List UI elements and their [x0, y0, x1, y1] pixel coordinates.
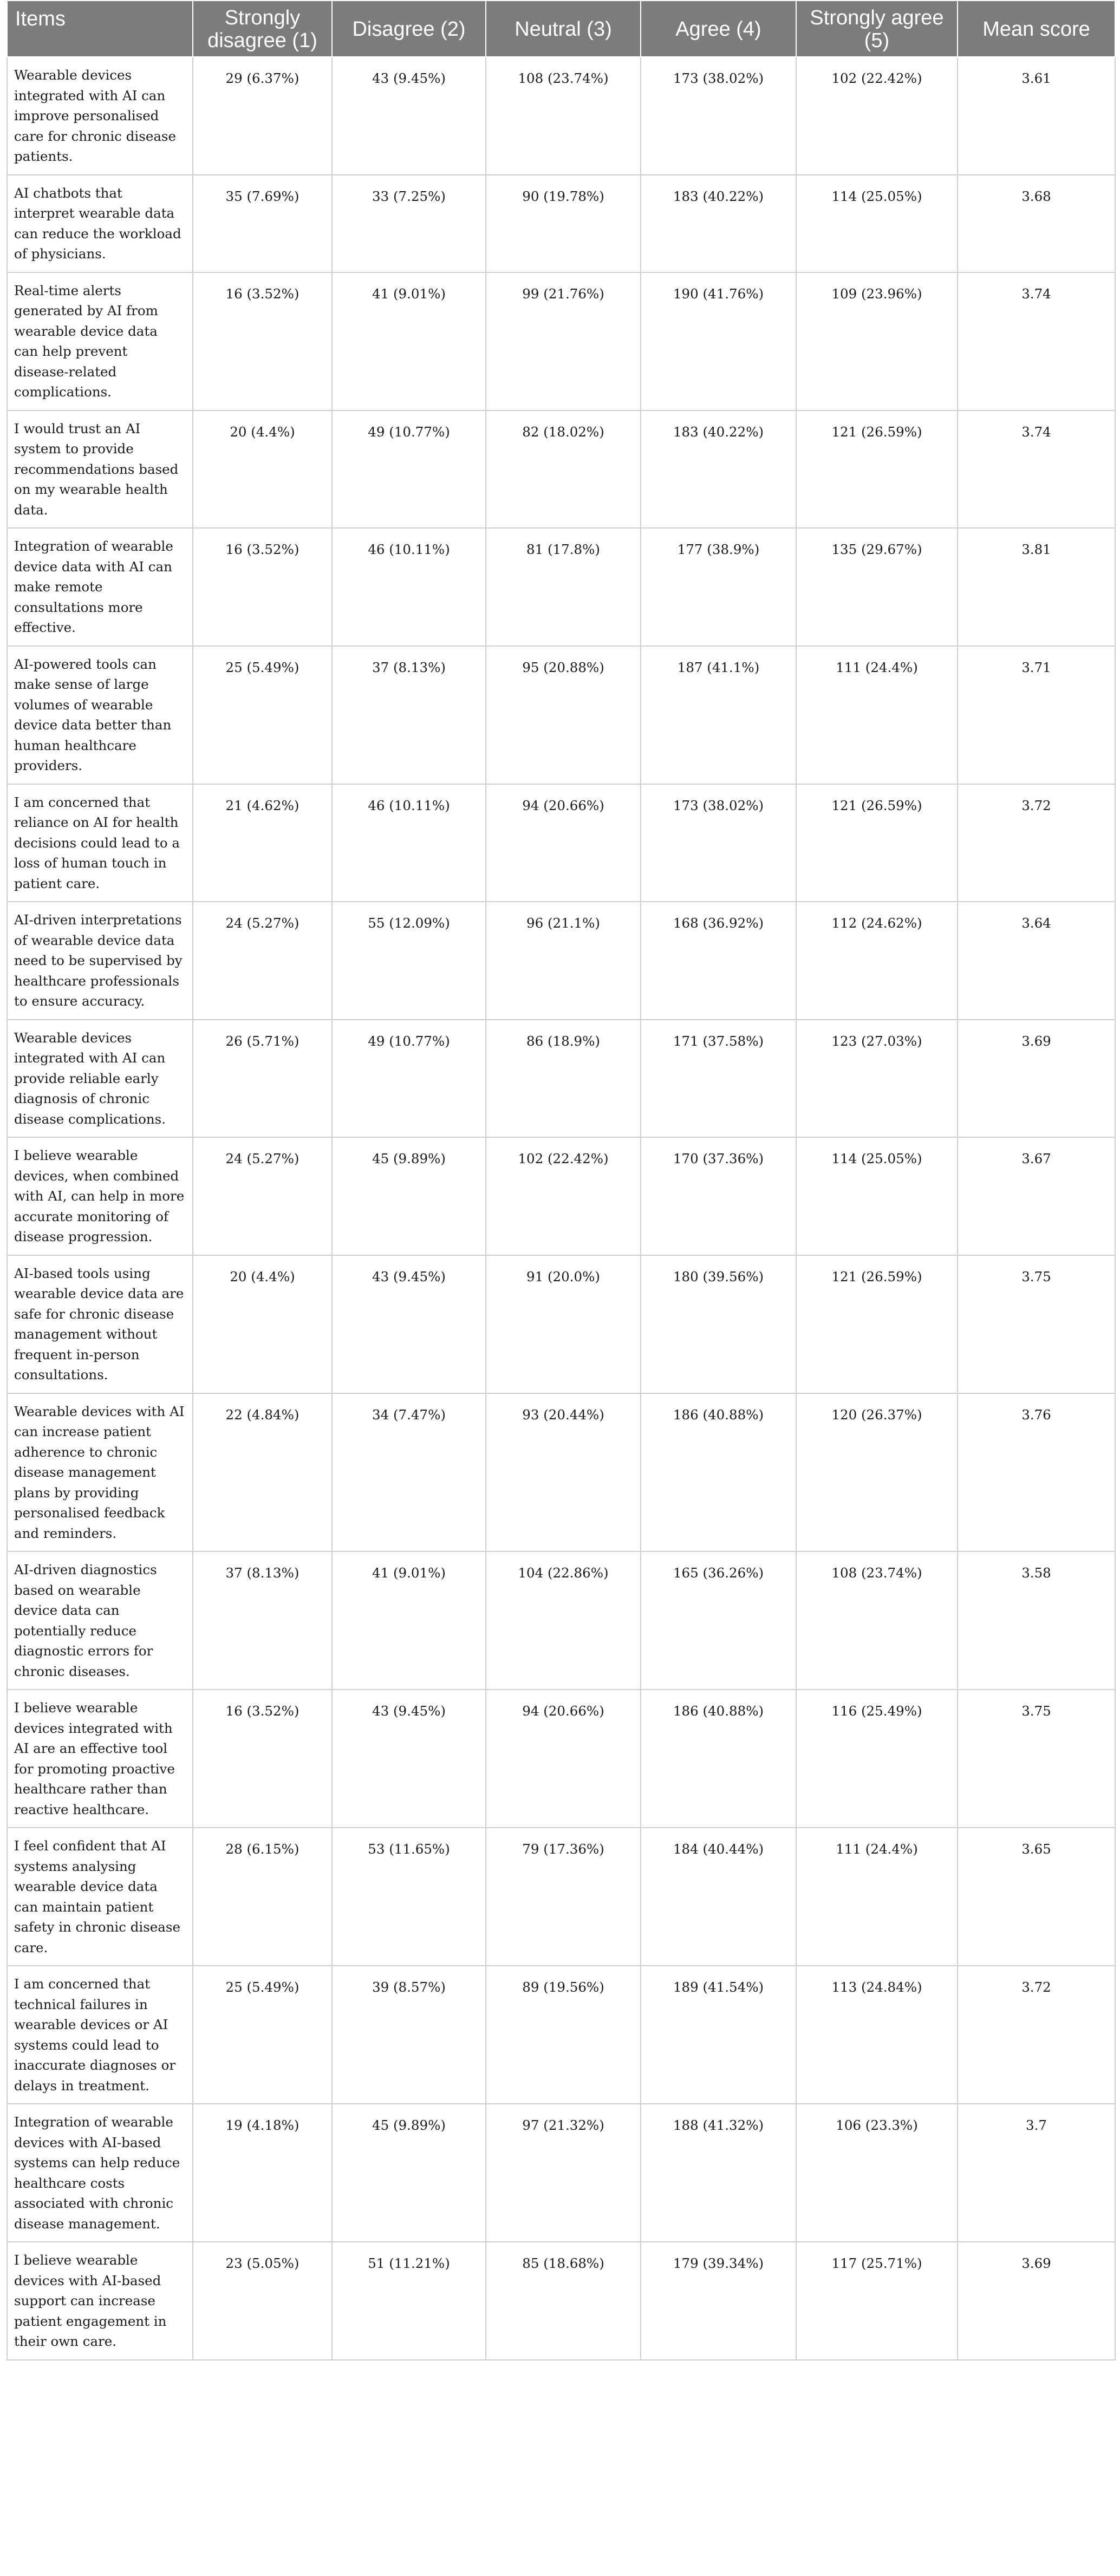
- mean-score-cell: 3.72: [958, 1966, 1115, 2104]
- mean-score-cell: 3.64: [958, 902, 1115, 1020]
- strongly-agree-cell: 106 (23.3%): [796, 2104, 958, 2242]
- item-cell: AI-driven interpretations of wearable device data need to be supervised by healthcare professionals to ensure accuracy.: [7, 902, 193, 1020]
- agree-cell: 168 (36.92%): [641, 902, 796, 1020]
- survey-table: [6, 0, 1116, 2360]
- disagree-cell: 43 (9.45%): [332, 57, 486, 175]
- disagree-cell: 51 (11.21%): [332, 2242, 486, 2360]
- agree-cell: 180 (39.56%): [641, 1255, 796, 1393]
- table-row: [7, 784, 1115, 902]
- strongly-agree-cell: 114 (25.05%): [796, 175, 958, 272]
- item-cell: I feel confident that AI systems analysing wearable device data can maintain patient safety in chronic disease care.: [7, 1828, 193, 1966]
- disagree-cell: 41 (9.01%): [332, 1551, 486, 1690]
- header-strongly-disagree: Strongly disagree (1): [193, 1, 332, 57]
- strongly-agree-cell: 121 (26.59%): [796, 1255, 958, 1393]
- strongly-agree-cell: 112 (24.62%): [796, 902, 958, 1020]
- table-row: [7, 528, 1115, 646]
- agree-cell: 165 (36.26%): [641, 1551, 796, 1690]
- agree-cell: 186 (40.88%): [641, 1690, 796, 1828]
- table-row: [7, 410, 1115, 529]
- header-neutral: Neutral (3): [486, 1, 641, 57]
- disagree-cell: 49 (10.77%): [332, 410, 486, 529]
- mean-score-cell: 3.75: [958, 1690, 1115, 1828]
- table-row: [7, 646, 1115, 784]
- mean-score-cell: 3.81: [958, 528, 1115, 646]
- agree-cell: 171 (37.58%): [641, 1020, 796, 1138]
- strongly-disagree-cell: 37 (8.13%): [193, 1551, 332, 1690]
- disagree-cell: 43 (9.45%): [332, 1255, 486, 1393]
- disagree-cell: 46 (10.11%): [332, 528, 486, 646]
- agree-cell: 189 (41.54%): [641, 1966, 796, 2104]
- strongly-disagree-cell: 21 (4.62%): [193, 784, 332, 902]
- disagree-cell: 53 (11.65%): [332, 1828, 486, 1966]
- strongly-agree-cell: 120 (26.37%): [796, 1393, 958, 1552]
- table-row: [7, 2104, 1115, 2242]
- item-cell: I would trust an AI system to provide recommendations based on my wearable health data.: [7, 410, 193, 529]
- disagree-cell: 39 (8.57%): [332, 1966, 486, 2104]
- item-cell: Wearable devices integrated with AI can provide reliable early diagnosis of chronic disease complications.: [7, 1020, 193, 1138]
- strongly-disagree-cell: 22 (4.84%): [193, 1393, 332, 1552]
- agree-cell: 187 (41.1%): [641, 646, 796, 784]
- mean-score-cell: 3.69: [958, 1020, 1115, 1138]
- neutral-cell: 79 (17.36%): [486, 1828, 641, 1966]
- strongly-disagree-cell: 20 (4.4%): [193, 1255, 332, 1393]
- strongly-disagree-cell: 16 (3.52%): [193, 528, 332, 646]
- disagree-cell: 37 (8.13%): [332, 646, 486, 784]
- strongly-agree-cell: 116 (25.49%): [796, 1690, 958, 1828]
- neutral-cell: 89 (19.56%): [486, 1966, 641, 2104]
- item-cell: Integration of wearable device data with AI can make remote consultations more effective.: [7, 528, 193, 646]
- table-row: [7, 2242, 1115, 2360]
- item-cell: Real-time alerts generated by AI from wearable device data can help prevent disease-related complications.: [7, 272, 193, 410]
- disagree-cell: 55 (12.09%): [332, 902, 486, 1020]
- header-strongly-agree: Strongly agree (5): [796, 1, 958, 57]
- strongly-disagree-cell: 16 (3.52%): [193, 1690, 332, 1828]
- strongly-disagree-cell: 29 (6.37%): [193, 57, 332, 175]
- table-row: [7, 1551, 1115, 1690]
- agree-cell: 183 (40.22%): [641, 175, 796, 272]
- neutral-cell: 81 (17.8%): [486, 528, 641, 646]
- neutral-cell: 85 (18.68%): [486, 2242, 641, 2360]
- table-row: [7, 902, 1115, 1020]
- disagree-cell: 43 (9.45%): [332, 1690, 486, 1828]
- agree-cell: 173 (38.02%): [641, 57, 796, 175]
- agree-cell: 186 (40.88%): [641, 1393, 796, 1552]
- strongly-disagree-cell: 35 (7.69%): [193, 175, 332, 272]
- agree-cell: 177 (38.9%): [641, 528, 796, 646]
- mean-score-cell: 3.69: [958, 2242, 1115, 2360]
- strongly-agree-cell: 111 (24.4%): [796, 1828, 958, 1966]
- strongly-agree-cell: 117 (25.71%): [796, 2242, 958, 2360]
- table-row: [7, 1137, 1115, 1255]
- disagree-cell: 45 (9.89%): [332, 2104, 486, 2242]
- neutral-cell: 108 (23.74%): [486, 57, 641, 175]
- strongly-disagree-cell: 24 (5.27%): [193, 902, 332, 1020]
- table-row: [7, 1020, 1115, 1138]
- strongly-agree-cell: 121 (26.59%): [796, 784, 958, 902]
- strongly-agree-cell: 111 (24.4%): [796, 646, 958, 784]
- mean-score-cell: 3.7: [958, 2104, 1115, 2242]
- mean-score-cell: 3.74: [958, 410, 1115, 529]
- disagree-cell: 46 (10.11%): [332, 784, 486, 902]
- agree-cell: 173 (38.02%): [641, 784, 796, 902]
- table-row: [7, 1828, 1115, 1966]
- strongly-disagree-cell: 28 (6.15%): [193, 1828, 332, 1966]
- strongly-agree-cell: 121 (26.59%): [796, 410, 958, 529]
- table-row: [7, 272, 1115, 410]
- strongly-agree-cell: 108 (23.74%): [796, 1551, 958, 1690]
- mean-score-cell: 3.75: [958, 1255, 1115, 1393]
- strongly-agree-cell: 109 (23.96%): [796, 272, 958, 410]
- agree-cell: 190 (41.76%): [641, 272, 796, 410]
- table-row: [7, 1393, 1115, 1552]
- strongly-disagree-cell: 16 (3.52%): [193, 272, 332, 410]
- mean-score-cell: 3.67: [958, 1137, 1115, 1255]
- mean-score-cell: 3.58: [958, 1551, 1115, 1690]
- strongly-agree-cell: 114 (25.05%): [796, 1137, 958, 1255]
- agree-cell: 188 (41.32%): [641, 2104, 796, 2242]
- neutral-cell: 104 (22.86%): [486, 1551, 641, 1690]
- strongly-disagree-cell: 20 (4.4%): [193, 410, 332, 529]
- strongly-agree-cell: 123 (27.03%): [796, 1020, 958, 1138]
- neutral-cell: 99 (21.76%): [486, 272, 641, 410]
- item-cell: I am concerned that technical failures in wearable devices or AI systems could lead to inaccurate diagnoses or delays in treatment.: [7, 1966, 193, 2104]
- mean-score-cell: 3.65: [958, 1828, 1115, 1966]
- mean-score-cell: 3.76: [958, 1393, 1115, 1552]
- strongly-agree-cell: 102 (22.42%): [796, 57, 958, 175]
- table-row: [7, 175, 1115, 272]
- table-row: [7, 1255, 1115, 1393]
- header-items: Items: [7, 1, 193, 57]
- strongly-disagree-cell: 25 (5.49%): [193, 1966, 332, 2104]
- strongly-disagree-cell: 19 (4.18%): [193, 2104, 332, 2242]
- mean-score-cell: 3.72: [958, 784, 1115, 902]
- item-cell: I believe wearable devices integrated with AI are an effective tool for promoting proactive healthcare rather than reactive healthcare.: [7, 1690, 193, 1828]
- table-row: [7, 1690, 1115, 1828]
- neutral-cell: 95 (20.88%): [486, 646, 641, 784]
- disagree-cell: 33 (7.25%): [332, 175, 486, 272]
- neutral-cell: 96 (21.1%): [486, 902, 641, 1020]
- strongly-disagree-cell: 24 (5.27%): [193, 1137, 332, 1255]
- table-row: [7, 57, 1115, 175]
- mean-score-cell: 3.74: [958, 272, 1115, 410]
- table-header: [7, 1, 1115, 57]
- item-cell: Integration of wearable devices with AI-based systems can help reduce healthcare costs associated with chronic disease management.: [7, 2104, 193, 2242]
- agree-cell: 184 (40.44%): [641, 1828, 796, 1966]
- item-cell: AI-driven diagnostics based on wearable device data can potentially reduce diagnostic errors for chronic diseases.: [7, 1551, 193, 1690]
- disagree-cell: 49 (10.77%): [332, 1020, 486, 1138]
- disagree-cell: 41 (9.01%): [332, 272, 486, 410]
- item-cell: AI-powered tools can make sense of large volumes of wearable device data better than human healthcare providers.: [7, 646, 193, 784]
- agree-cell: 179 (39.34%): [641, 2242, 796, 2360]
- item-cell: I am concerned that reliance on AI for health decisions could lead to a loss of human touch in patient care.: [7, 784, 193, 902]
- neutral-cell: 90 (19.78%): [486, 175, 641, 272]
- disagree-cell: 45 (9.89%): [332, 1137, 486, 1255]
- table-body: [7, 57, 1115, 2360]
- mean-score-cell: 3.68: [958, 175, 1115, 272]
- header-mean-score: Mean score: [958, 1, 1115, 57]
- header-disagree: Disagree (2): [332, 1, 486, 57]
- item-cell: AI chatbots that interpret wearable data can reduce the workload of physicians.: [7, 175, 193, 272]
- item-cell: Wearable devices with AI can increase patient adherence to chronic disease management plans by providing personalised feedback and reminders.: [7, 1393, 193, 1552]
- strongly-disagree-cell: 25 (5.49%): [193, 646, 332, 784]
- neutral-cell: 93 (20.44%): [486, 1393, 641, 1552]
- item-cell: I believe wearable devices with AI-based support can increase patient engagement in their own care.: [7, 2242, 193, 2360]
- item-cell: AI-based tools using wearable device data are safe for chronic disease management without frequent in-person consultations.: [7, 1255, 193, 1393]
- strongly-disagree-cell: 23 (5.05%): [193, 2242, 332, 2360]
- disagree-cell: 34 (7.47%): [332, 1393, 486, 1552]
- neutral-cell: 86 (18.9%): [486, 1020, 641, 1138]
- neutral-cell: 97 (21.32%): [486, 2104, 641, 2242]
- item-cell: Wearable devices integrated with AI can improve personalised care for chronic disease patients.: [7, 57, 193, 175]
- header-agree: Agree (4): [641, 1, 796, 57]
- agree-cell: 170 (37.36%): [641, 1137, 796, 1255]
- strongly-agree-cell: 113 (24.84%): [796, 1966, 958, 2104]
- mean-score-cell: 3.61: [958, 57, 1115, 175]
- strongly-disagree-cell: 26 (5.71%): [193, 1020, 332, 1138]
- mean-score-cell: 3.71: [958, 646, 1115, 784]
- header-row: [7, 1, 1115, 57]
- neutral-cell: 94 (20.66%): [486, 784, 641, 902]
- neutral-cell: 82 (18.02%): [486, 410, 641, 529]
- neutral-cell: 91 (20.0%): [486, 1255, 641, 1393]
- neutral-cell: 102 (22.42%): [486, 1137, 641, 1255]
- strongly-agree-cell: 135 (29.67%): [796, 528, 958, 646]
- item-cell: I believe wearable devices, when combined with AI, can help in more accurate monitoring of disease progression.: [7, 1137, 193, 1255]
- agree-cell: 183 (40.22%): [641, 410, 796, 529]
- table-row: [7, 1966, 1115, 2104]
- neutral-cell: 94 (20.66%): [486, 1690, 641, 1828]
